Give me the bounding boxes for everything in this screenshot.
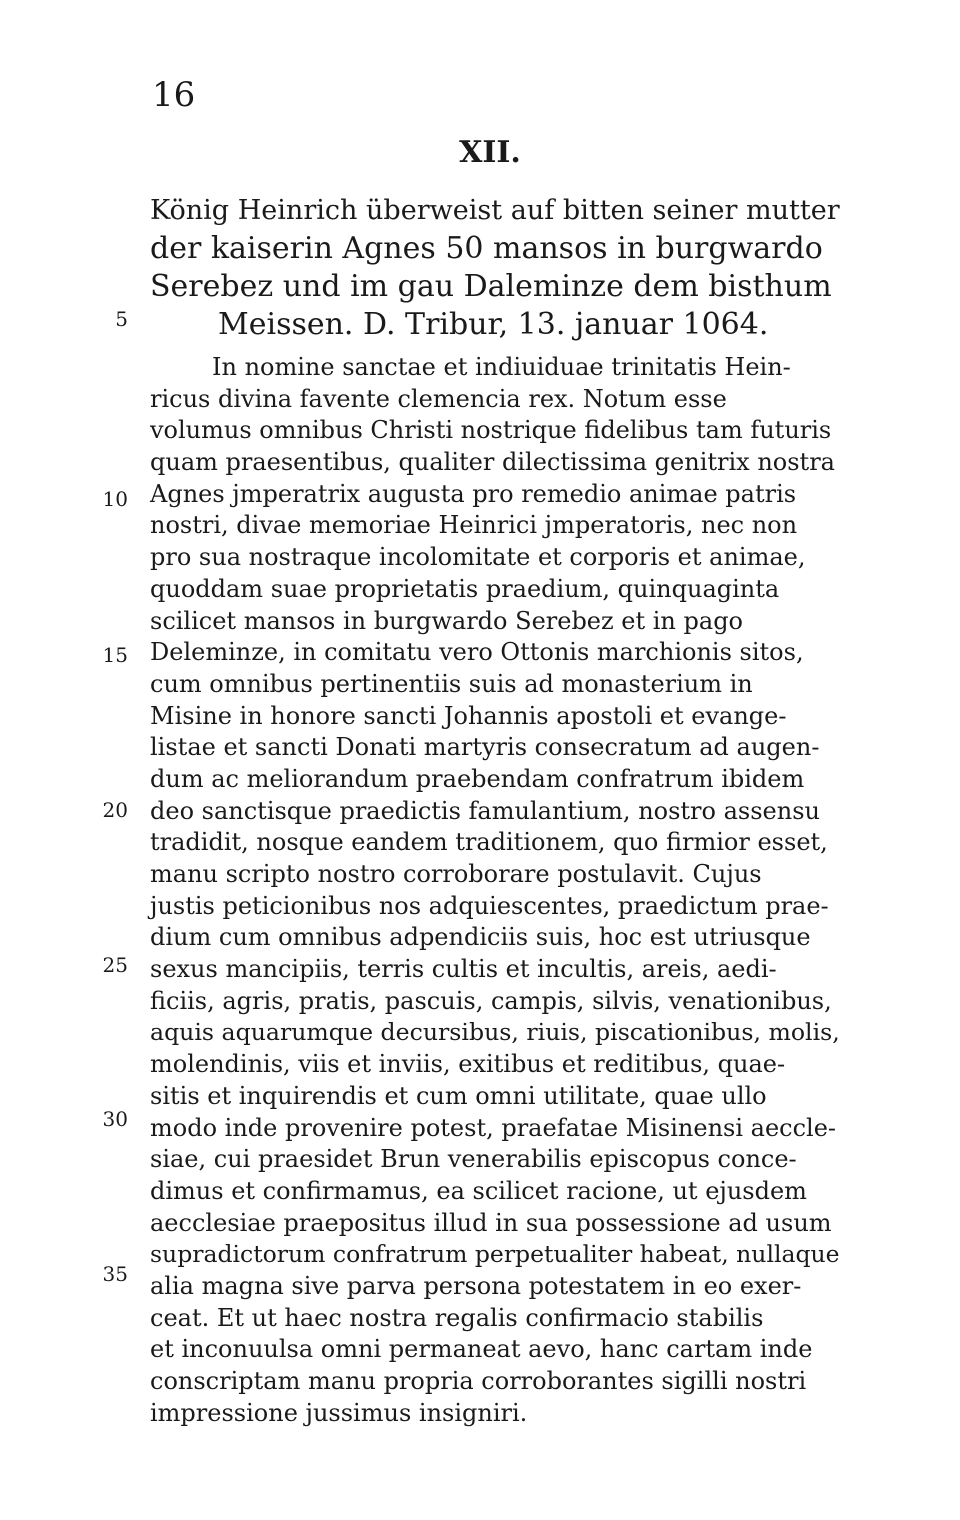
body-line: quoddam suae proprietatis praedium, quinquaginta xyxy=(150,574,780,603)
body-line: sexus mancipiis, terris cultis et incultis, areis, aedi- xyxy=(150,955,777,984)
body-line: molendinis, viis et inviis, exitibus et reditibus, quae- xyxy=(150,1050,786,1079)
body-line: justis peticionibus nos adquiescentes, praedictum prae- xyxy=(150,891,829,920)
header-line: Serebez und im gau Daleminze dem bisthum xyxy=(150,269,832,304)
line-number: 15 xyxy=(102,643,128,667)
line-number: 35 xyxy=(102,1262,128,1286)
body-line: conscriptam manu propria corroborantes sigilli nostri xyxy=(150,1367,807,1395)
body-line: supradictorum confratrum perpetualiter habeat, nullaque xyxy=(150,1240,840,1269)
body-line: dum ac meliorandum praebendam confratrum ibidem xyxy=(150,764,805,793)
body-line: dium cum omnibus adpendiciis suis, hoc est utriusque xyxy=(150,923,811,952)
body-line: nostri, divae memoriae Heinrici jmperatoris, nec non xyxy=(150,511,798,540)
body-line: et inconuulsa omni permaneat aevo, hanc cartam inde xyxy=(150,1335,813,1364)
body-line: Deleminze, in comitatu vero Ottonis marchionis sitos, xyxy=(150,638,804,667)
body-line: dimus et confirmamus, ea scilicet racione, ut ejusdem xyxy=(150,1176,807,1205)
body-line: pro sua nostraque incolomitate et corporis et animae, xyxy=(150,543,806,572)
line-number: 20 xyxy=(102,798,128,822)
body-line: ficiis, agris, pratis, pascuis, campis, silvis, venationibus, xyxy=(150,986,832,1015)
body-line: deo sanctisque praedictis famulantium, nostro assensu xyxy=(150,796,820,825)
header-line: Meissen. D. Tribur, 13. januar 1064. xyxy=(218,307,769,342)
document-number: XII. xyxy=(459,135,521,170)
header-line: der kaiserin Agnes 50 mansos in burgwardo xyxy=(150,231,823,266)
header-line: König Heinrich überweist auf bitten seiner mutter xyxy=(150,195,840,226)
document-body xyxy=(150,352,840,1429)
body-line: impressione jussimus insigniri. xyxy=(150,1398,528,1427)
body-line: tradidit, nosque eandem traditionem, quo firmior esset, xyxy=(150,828,828,857)
body-line: manu scripto nostro corroborare postulavit. Cujus xyxy=(150,860,762,888)
body-line: cum omnibus pertinentiis suis ad monasterium in xyxy=(150,669,753,698)
body-line: ceat. Et ut haec nostra regalis confirmacio stabilis xyxy=(150,1303,764,1332)
body-line: aecclesiae praepositus illud in sua possessione ad usum xyxy=(150,1208,832,1237)
page-number: 16 xyxy=(152,75,196,115)
body-line: sitis et inquirendis et cum omni utilitate, quae ullo xyxy=(150,1081,767,1110)
body-line: aquis aquarumque decursibus, riuis, piscationibus, molis, xyxy=(150,1018,840,1047)
line-number: 25 xyxy=(102,953,128,977)
document-header xyxy=(150,192,840,344)
body-line: In nomine sanctae et indiuiduae trinitatis Hein- xyxy=(212,353,791,381)
body-line: modo inde provenire potest, praefatae Misinensi aeccle- xyxy=(150,1113,837,1142)
body-line: Misine in honore sancti Johannis apostoli et evange- xyxy=(150,701,787,730)
line-number: 30 xyxy=(102,1107,128,1131)
line-number: 10 xyxy=(102,487,128,511)
body-line: volumus omnibus Christi nostrique fidelibus tam futuris xyxy=(150,416,832,445)
line-number: 5 xyxy=(115,307,128,331)
body-line: scilicet mansos in burgwardo Serebez et in pago xyxy=(150,606,744,635)
body-line: siae, cui praesidet Brun venerabilis episcopus conce- xyxy=(150,1145,797,1174)
body-line: listae et sancti Donati martyris consecratum ad augen- xyxy=(150,733,820,762)
body-line: alia magna sive parva persona potestatem in eo exer- xyxy=(150,1271,802,1300)
body-line: ricus divina favente clemencia rex. Notum esse xyxy=(150,384,727,413)
body-line: quam praesentibus, qualiter dilectissima genitrix nostra xyxy=(150,448,835,477)
body-line: Agnes jmperatrix augusta pro remedio animae patris xyxy=(150,479,797,508)
